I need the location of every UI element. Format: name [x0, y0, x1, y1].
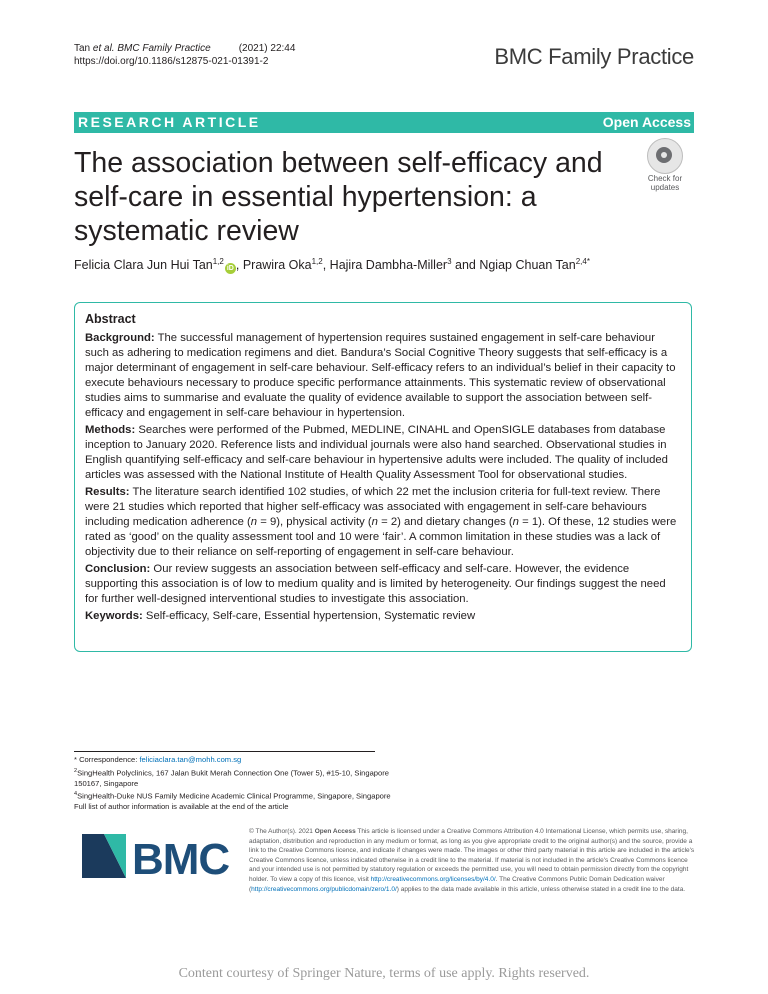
author-name: Hajira Dambha-Miller	[329, 258, 448, 273]
citation-journal: et al. BMC Family Practice	[92, 43, 211, 54]
doi-link[interactable]: https://doi.org/10.1186/s12875-021-01391-2	[74, 56, 269, 67]
author-aff: 1,2	[212, 257, 224, 266]
methods-label: Methods:	[85, 424, 136, 436]
author-sep: ,	[322, 258, 330, 273]
abstract-heading: Abstract	[85, 312, 136, 326]
journal-name: BMC Family Practice	[494, 44, 694, 69]
check-for-updates-badge[interactable]	[637, 136, 693, 192]
results-text: = 1). Of these, 12 studies were rated as ‘good’ on the quality assessment tool and 10 were ‘fair’. A common limitation in these studies was a lack of objectivity due to their reliance on self-reporting of engagement in self-care behaviour.	[85, 516, 677, 558]
author-sep: ,	[235, 258, 243, 273]
abstract-results	[85, 485, 681, 560]
citation-authors: Tan	[74, 43, 91, 54]
conclusion-text: Our review suggests an association between self-efficacy and self-care. However, the evidence supporting this association is of low to medium quality and is limited by heterogeneity. Our findings suggest the need for further well-designed interventional studies to investigate this association.	[85, 563, 666, 605]
background-label: Background:	[85, 332, 155, 344]
correspondence-label: * Correspondence:	[74, 755, 140, 764]
abstract-box	[74, 302, 692, 652]
author-name: Ngiap Chuan Tan	[479, 258, 576, 273]
aff-number: 4	[74, 791, 78, 798]
article-banner	[74, 112, 694, 133]
results-text: = 9), physical activity (	[257, 516, 372, 528]
bmc-logo-text: BMC	[132, 835, 230, 880]
results-text: The literature search identified 102 studies, of which 22 met the inclusion criteria for full-text review. There were 21 studies which reported that higher self-efficacy was associated with engagement in self-care behaviours including medication adherence (	[85, 486, 661, 528]
license-body-3: ) applies to the data made available in this article, unless otherwise stated in a credit line to the data.	[396, 885, 686, 893]
background-text: The successful management of hypertension requires sustained engagement in self-care behaviour such as adhering to medication regimens and diet. Bandura’s Social Cognitive Theory suggests that self-efficacy is a major determinant of engagement in self-care behaviour. Self-efficacy refers to an individual’s belief in their capacity to execute behaviours necessary to produce specific performance attainments. This systematic review of observational studies aims to summarise and evaluate the quality of evidence available to support the association between self-efficacy and engagement in self-care behaviour in hypertension.	[85, 332, 676, 419]
license-link-by[interactable]: http://creativecommons.org/licenses/by/4.0/	[370, 875, 496, 883]
license-oa-label: Open Access	[314, 828, 356, 835]
license-text	[249, 827, 695, 894]
check-updates-line2: updates	[650, 183, 680, 192]
abstract-methods	[85, 423, 681, 483]
author-info-note: Full list of author information is available at the end of the article	[74, 802, 289, 812]
article-title: The association between self-efficacy and self-care in essential hypertension: a systematic review	[74, 147, 603, 247]
author-name: Prawira Oka	[242, 258, 312, 273]
citation-year: (2021) 22:44	[238, 43, 296, 54]
citation-header	[74, 42, 295, 68]
author-aff: 1,2	[311, 257, 323, 266]
results-n: n	[250, 516, 258, 528]
abstract-keywords	[85, 609, 681, 624]
article-type: RESEARCH ARTICLE	[78, 114, 261, 130]
footnote-divider	[74, 751, 375, 752]
license-link-zero[interactable]: http://creativecommons.org/publicdomain/zero/1.0/	[251, 885, 397, 893]
abstract-conclusion	[85, 562, 681, 607]
open-access-label: Open Access	[602, 114, 691, 130]
check-updates-line1: Check for	[647, 174, 683, 183]
correspondence-email[interactable]: feliciaclara.tan@mohh.com.sg	[139, 755, 242, 764]
orcid-icon[interactable]: iD	[226, 265, 234, 273]
author-aff: 3	[447, 257, 452, 266]
license-body-2: . The Creative Commons Public Domain Dedication waiver (	[249, 875, 665, 893]
springer-footer: Content courtesy of Springer Nature, terms of use apply. Rights reserved.	[178, 966, 590, 981]
author-sep: and	[451, 258, 480, 273]
aff-number: 2	[74, 767, 78, 774]
results-label: Results:	[85, 486, 130, 498]
affiliation-2: SingHealth Polyclinics, 167 Jalan Bukit Merah Connection One (Tower 5), #15-10, Singapore 150167, Singapore	[74, 768, 389, 788]
methods-text: Searches were performed of the Pubmed, MEDLINE, CINAHL and OpenSIGLE databases from database inception to January 2020. Reference lists and individual journals were also hand searched. Observational studies in English quantifying self-efficacy and self-care behaviour in hypertensive adults were included. The quality of included articles was assessed with the National Institute of Health Quality Assessment Tool for observational studies.	[85, 424, 668, 481]
results-text: = 2) and dietary changes (	[377, 516, 513, 528]
affiliation-4: SingHealth-Duke NUS Family Medicine Academic Clinical Programme, Singapore, Singapore	[77, 791, 391, 801]
correspondence-footnote	[74, 755, 394, 813]
abstract-background	[85, 331, 681, 421]
results-n: n	[512, 516, 519, 528]
license-copyright: © The Author(s). 2021	[249, 828, 315, 835]
author-name: Felicia Clara Jun Hui Tan	[74, 258, 213, 273]
conclusion-label: Conclusion:	[85, 563, 151, 575]
author-aff: 2,4*	[575, 257, 590, 266]
results-n: n	[371, 516, 378, 528]
bmc-logo	[80, 828, 230, 880]
author-list	[74, 257, 590, 274]
check-updates-icon	[647, 138, 683, 174]
keywords-text: Self-efficacy, Self-care, Essential hypertension, Systematic review	[142, 610, 476, 622]
license-body: This article is licensed under a Creative Commons Attribution 4.0 International License, which permits use, sharing, adaptation, distribution and reproduction in any medium or format, as long as you give appropriate credit to the original author(s) and the source, provide a link to the Creative Commons licence, and indicate if changes were made. The images or other third party material in this article are included in the article's Creative Commons licence, unless indicated otherwise in a credit line to the material. If material is not included in the article's Creative Commons licence and your intended use is not permitted by statutory regulation or exceeds the permitted use, you will need to obtain permission directly from the copyright holder. To view a copy of this licence, visit	[249, 828, 695, 883]
keywords-label: Keywords:	[85, 610, 143, 622]
